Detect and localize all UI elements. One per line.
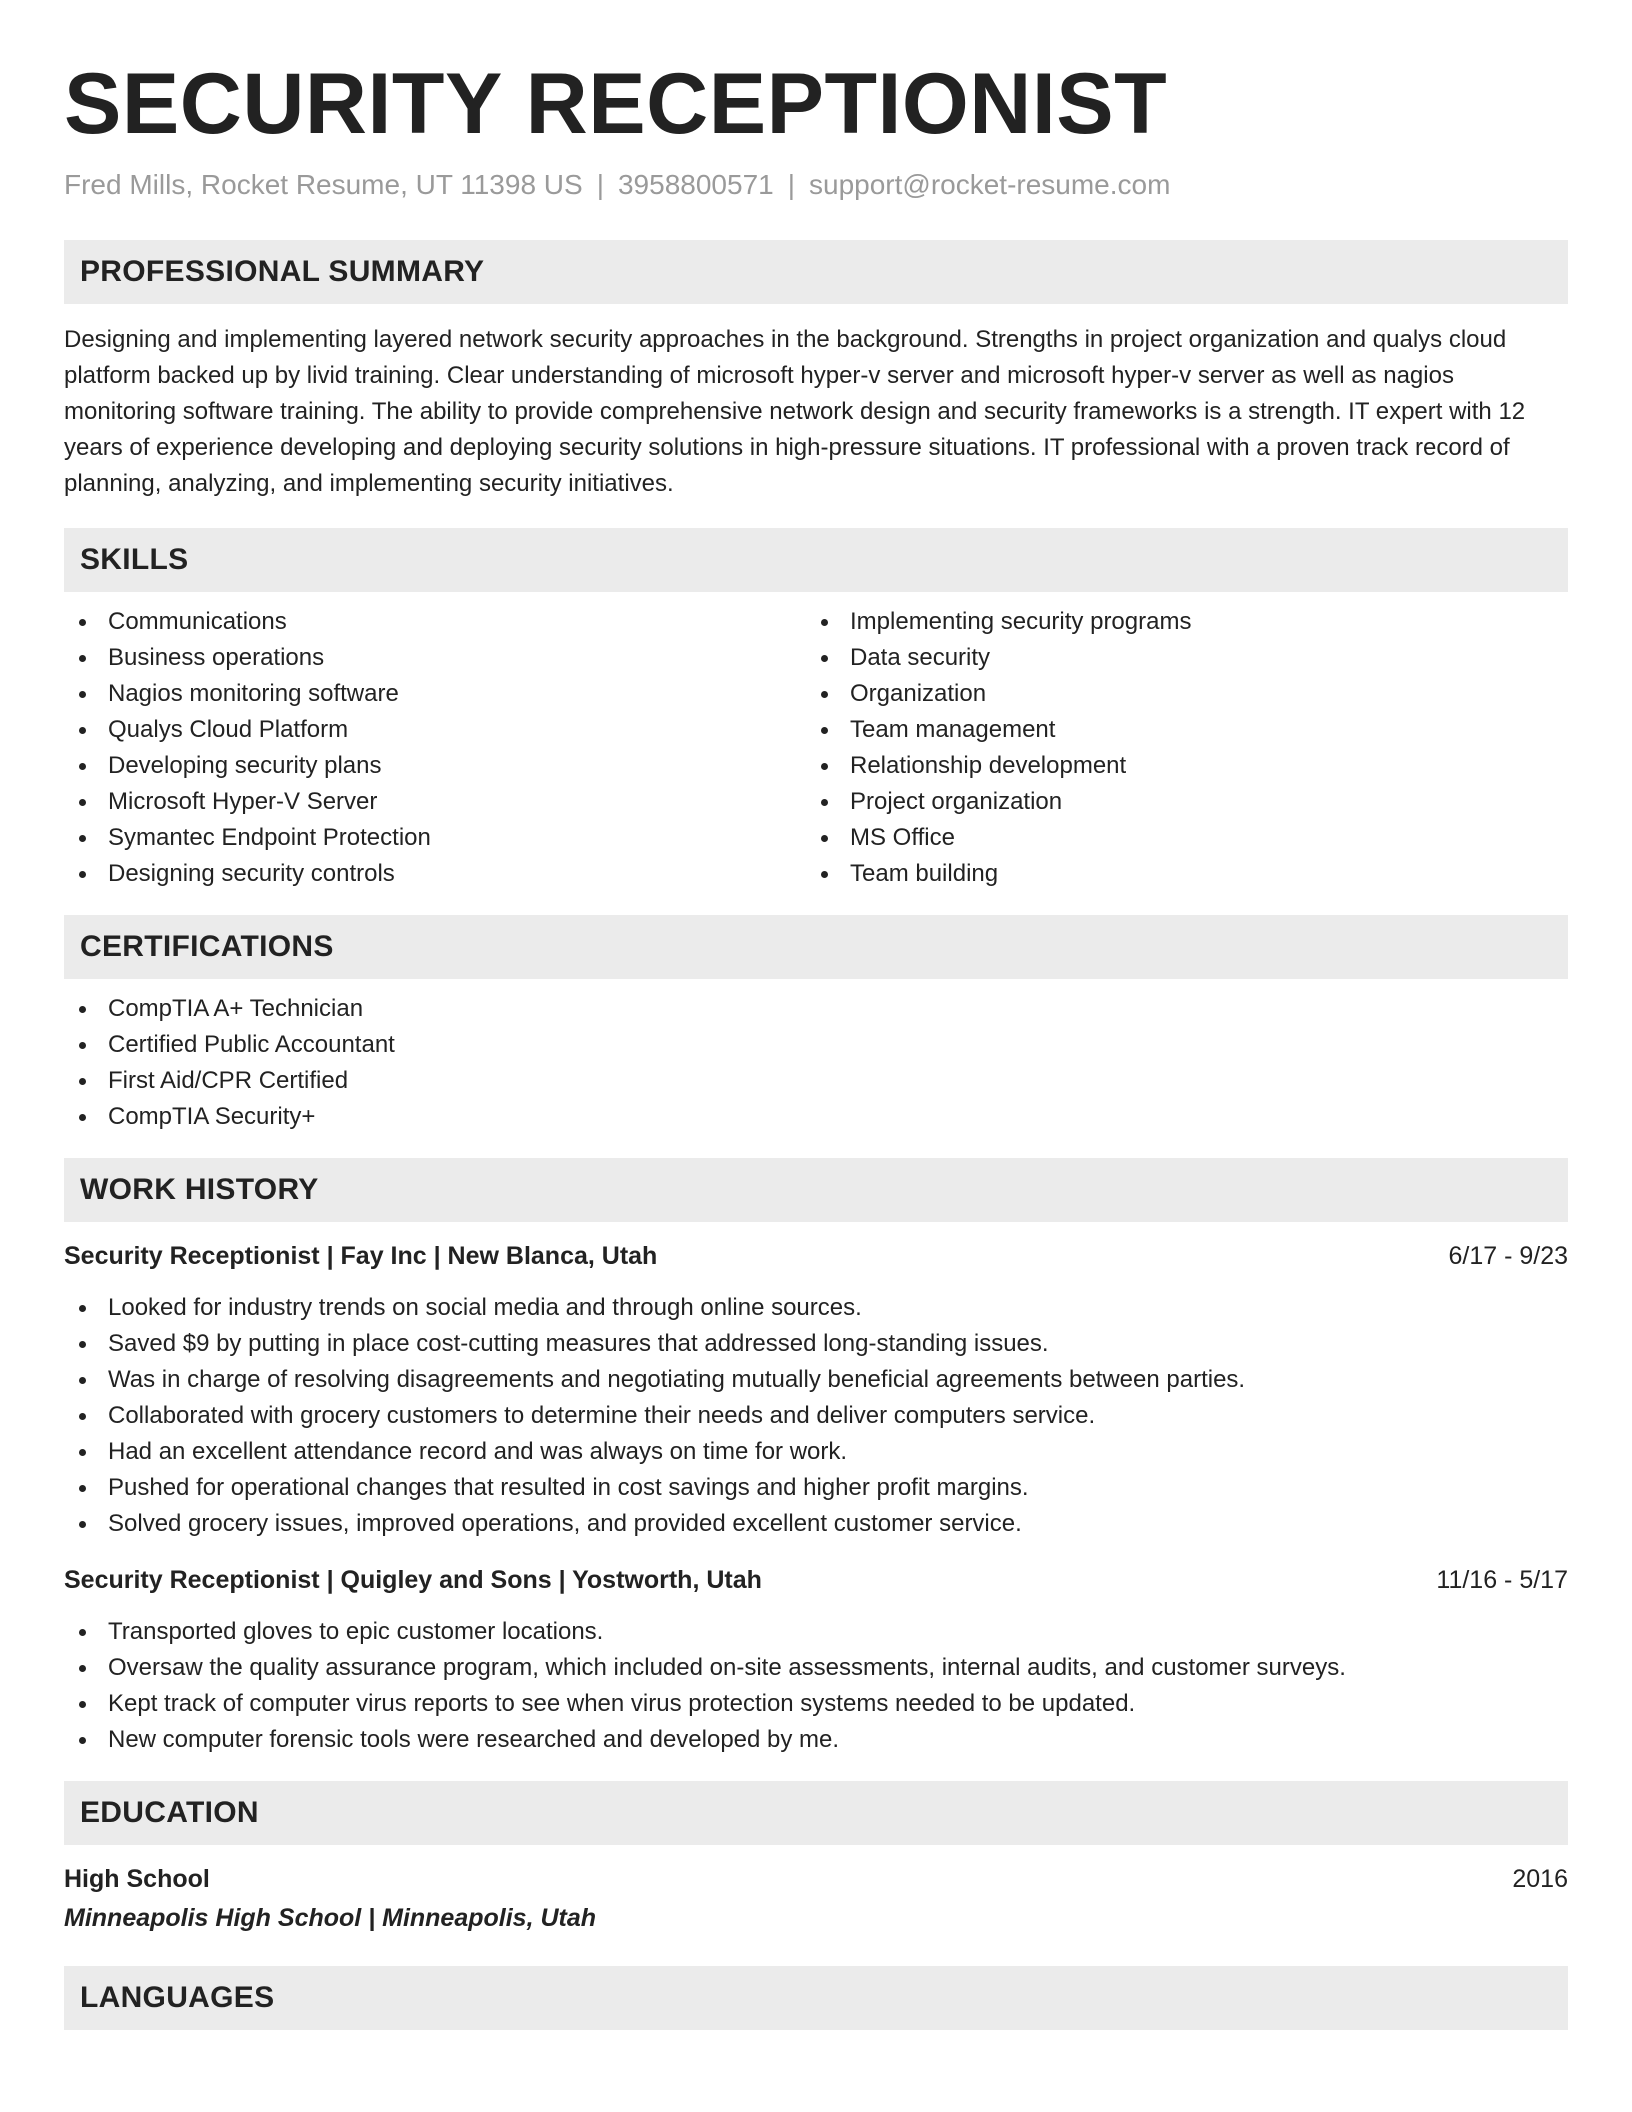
job-bullet: Kept track of computer virus reports to see when virus protection systems needed to be updated.	[64, 1686, 1568, 1722]
section-header-summary: PROFESSIONAL SUMMARY	[64, 240, 1568, 304]
job-dates: 11/16 - 5/17	[1436, 1566, 1568, 1594]
skill-item: Qualys Cloud Platform	[64, 712, 806, 748]
certification-item: CompTIA Security+	[64, 1099, 1568, 1135]
job-bullet: Collaborated with grocery customers to determine their needs and deliver computers service.	[64, 1398, 1568, 1434]
skill-item: Implementing security programs	[806, 604, 1548, 640]
summary-text: Designing and implementing layered network security approaches in the background. Strengths in project organization and qualys cloud platform backed up by livid training. Clear understanding of microsoft hyper-v server and microsoft hyper-v server as well as nagios monitoring software training. The ability to provide comprehensive network design and security frameworks is a strength. IT expert with 12 years of experience developing and deploying security solutions in high-pressure situations. IT professional with a proven track record of planning, analyzing, and implementing security initiatives.	[64, 326, 1526, 497]
section-header-certifications: CERTIFICATIONS	[64, 915, 1568, 979]
skill-item: Symantec Endpoint Protection	[64, 820, 806, 856]
job-entry	[64, 1562, 1568, 1758]
certification-item: First Aid/CPR Certified	[64, 1063, 1568, 1099]
skill-item: Developing security plans	[64, 748, 806, 784]
job-bullets	[64, 1290, 1568, 1542]
skill-item: Team building	[806, 856, 1548, 892]
skills-grid	[64, 604, 1568, 892]
certification-item: Certified Public Accountant	[64, 1027, 1568, 1063]
skill-item: Business operations	[64, 640, 806, 676]
skill-item: Relationship development	[806, 748, 1548, 784]
skill-item: Communications	[64, 604, 806, 640]
contact-phone: 3958800571	[617, 169, 774, 200]
job-bullet: Solved grocery issues, improved operations, and provided excellent customer service.	[64, 1506, 1568, 1542]
job-bullet: Oversaw the quality assurance program, which included on-site assessments, internal audits, and customer surveys.	[64, 1650, 1568, 1686]
skill-item: Team management	[806, 712, 1548, 748]
job-header	[64, 1238, 1568, 1274]
job-bullets	[64, 1614, 1568, 1758]
skill-item: Project organization	[806, 784, 1548, 820]
education-school: Minneapolis High School | Minneapolis, Utah	[64, 1904, 597, 1932]
skills-list-right	[806, 604, 1548, 892]
skill-item: Microsoft Hyper-V Server	[64, 784, 806, 820]
job-header	[64, 1562, 1568, 1598]
skill-item: Data security	[806, 640, 1548, 676]
education-degree: High School	[64, 1865, 210, 1893]
job-dates: 6/17 - 9/23	[1448, 1242, 1568, 1270]
section-header-work-history: WORK HISTORY	[64, 1158, 1568, 1222]
education-header	[64, 1861, 1568, 1897]
skills-list-left	[64, 604, 806, 892]
skill-item: Nagios monitoring software	[64, 676, 806, 712]
education-entry	[64, 1861, 1568, 1937]
contact-line	[64, 168, 1568, 202]
job-bullet: Was in charge of resolving disagreements and negotiating mutually beneficial agreements between parties.	[64, 1362, 1568, 1398]
resume-title: SECURITY RECEPTIONIST	[64, 56, 1168, 152]
job-bullet: Transported gloves to epic customer locations.	[64, 1614, 1568, 1650]
job-title: Security Receptionist | Fay Inc | New Blanca, Utah	[64, 1242, 658, 1270]
section-header-skills: SKILLS	[64, 528, 1568, 592]
certification-item: CompTIA A+ Technician	[64, 991, 1568, 1027]
certifications-list	[64, 991, 1568, 1135]
job-bullet: Saved $9 by putting in place cost-cutting measures that addressed long-standing issues.	[64, 1326, 1568, 1362]
contact-email[interactable]: support@rocket-resume.com	[809, 169, 1171, 200]
job-title: Security Receptionist | Quigley and Sons | Yostworth, Utah	[64, 1566, 762, 1594]
skill-item: Organization	[806, 676, 1548, 712]
contact-separator: |	[596, 169, 604, 200]
section-header-languages: LANGUAGES	[64, 1966, 1568, 2030]
contact-address: Fred Mills, Rocket Resume, UT 11398 US	[64, 169, 583, 200]
job-bullet: Had an excellent attendance record and was always on time for work.	[64, 1434, 1568, 1470]
job-bullet: New computer forensic tools were researched and developed by me.	[64, 1722, 1568, 1758]
skill-item: Designing security controls	[64, 856, 806, 892]
skill-item: MS Office	[806, 820, 1548, 856]
job-bullet: Looked for industry trends on social media and through online sources.	[64, 1290, 1568, 1326]
education-year: 2016	[1512, 1865, 1568, 1893]
job-bullet: Pushed for operational changes that resulted in cost savings and higher profit margins.	[64, 1470, 1568, 1506]
section-header-education: EDUCATION	[64, 1781, 1568, 1845]
contact-separator: |	[787, 169, 795, 200]
job-entry	[64, 1238, 1568, 1542]
